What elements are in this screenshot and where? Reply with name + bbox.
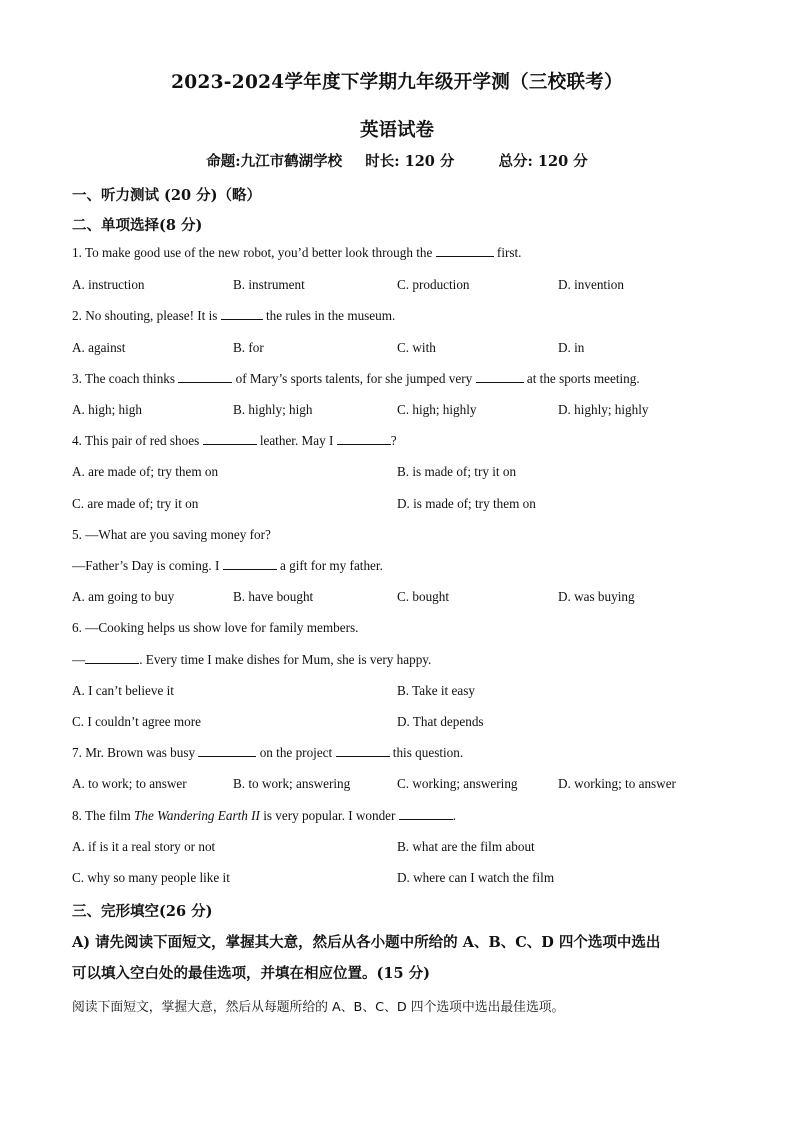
q1-option-a: A. instruction bbox=[72, 277, 145, 292]
question-8: 8. The film The Wandering Earth II is very popular. I wonder . bbox=[72, 808, 457, 823]
q4-option-c: C. are made of; try it on bbox=[72, 496, 199, 511]
q7-option-b: B. to work; answering bbox=[233, 776, 351, 791]
author-info: 命题:九江市鹤湖学校 bbox=[206, 153, 343, 170]
cloze-instruction-plain: 阅读下面短文，掌握大意，然后从每题所给的 A、B、C、D 四个选项中选出最佳选项。 bbox=[72, 1000, 565, 1015]
q6-option-c: C. I couldn’t agree more bbox=[72, 714, 202, 729]
q2-option-d: D. in bbox=[558, 340, 585, 355]
q2-option-a: A. against bbox=[72, 340, 126, 355]
answer-blank bbox=[436, 245, 494, 257]
total-score-info: 总分: 120 分 bbox=[498, 153, 588, 170]
q3-option-b: B. highly; high bbox=[233, 402, 313, 417]
q8-option-a: A. if is it a real story or not bbox=[72, 839, 216, 854]
q7-option-d: D. working; to answer bbox=[558, 776, 676, 791]
q3-option-a: A. high; high bbox=[72, 402, 142, 417]
section-cloze: 三、完形填空(26 分) bbox=[72, 903, 213, 920]
q5-option-c: C. bought bbox=[397, 589, 450, 604]
question-6-prompt: 6. —Cooking helps us show love for family members. bbox=[72, 620, 359, 635]
q8-option-c: C. why so many people like it bbox=[72, 870, 230, 885]
q5-option-d: D. was buying bbox=[558, 589, 635, 604]
exam-subtitle: 英语试卷 bbox=[359, 120, 434, 141]
q1-option-b: B. instrument bbox=[233, 277, 305, 292]
cloze-instruction-bold-line-1: A) 请先阅读下面短文，掌握其大意，然后从各小题中所给的 A、B、C、D 四个选项中选出 bbox=[72, 934, 661, 951]
q5-option-b: B. have bought bbox=[233, 589, 314, 604]
q3-option-d: D. highly; highly bbox=[558, 402, 649, 417]
question-5-prompt: 5. —What are you saving money for? bbox=[72, 527, 271, 542]
answer-blank bbox=[399, 808, 453, 820]
film-title: The Wandering Earth II bbox=[134, 808, 260, 823]
exam-title: 2023-2024学年度下学期九年级开学测（三校联考） bbox=[171, 72, 623, 93]
answer-blank bbox=[336, 745, 390, 757]
answer-blank bbox=[203, 433, 257, 445]
q8-option-b: B. what are the film about bbox=[397, 839, 535, 854]
answer-blank bbox=[85, 652, 139, 664]
section-listening: 一、听力测试 (20 分)（略） bbox=[72, 187, 261, 204]
question-4: 4. This pair of red shoes leather. May I ? bbox=[72, 433, 397, 448]
question-1: 1. To make good use of the new robot, you’d better look through the first. bbox=[72, 245, 522, 260]
answer-blank bbox=[223, 558, 277, 570]
q4-option-d: D. is made of; try them on bbox=[397, 496, 536, 511]
q5-option-a: A. am going to buy bbox=[72, 589, 175, 604]
q1-option-c: C. production bbox=[397, 277, 470, 292]
q6-option-b: B. Take it easy bbox=[397, 683, 475, 698]
question-3: 3. The coach thinks of Mary’s sports talents, for she jumped very at the sports meeting. bbox=[72, 371, 640, 386]
question-6-reply: — . Every time I make dishes for Mum, she is very happy. bbox=[72, 652, 432, 667]
section-single-choice: 二、单项选择(8 分) bbox=[72, 217, 203, 234]
q6-option-d: D. That depends bbox=[397, 714, 484, 729]
answer-blank bbox=[221, 308, 263, 320]
q1-option-d: D. invention bbox=[558, 277, 624, 292]
cloze-instruction-bold-line-2: 可以填入空白处的最佳选项，并填在相应位置。(15 分) bbox=[72, 965, 430, 982]
q8-option-d: D. where can I watch the film bbox=[397, 870, 555, 885]
answer-blank bbox=[476, 371, 524, 383]
question-7: 7. Mr. Brown was busy on the project this question. bbox=[72, 745, 464, 760]
q6-option-a: A. I can’t believe it bbox=[72, 683, 174, 698]
q3-option-c: C. high; highly bbox=[397, 402, 477, 417]
exam-meta bbox=[0, 150, 794, 171]
q4-option-b: B. is made of; try it on bbox=[397, 464, 517, 479]
answer-blank bbox=[337, 433, 391, 445]
answer-blank bbox=[198, 745, 256, 757]
q7-option-a: A. to work; to answer bbox=[72, 776, 187, 791]
question-5-reply: —Father’s Day is coming. I a gift for my father. bbox=[72, 558, 383, 573]
duration-info: 时长: 120 分 bbox=[365, 153, 455, 170]
q2-option-c: C. with bbox=[397, 340, 436, 355]
q4-option-a: A. are made of; try them on bbox=[72, 464, 219, 479]
q2-option-b: B. for bbox=[233, 340, 264, 355]
answer-blank bbox=[178, 371, 232, 383]
q7-option-c: C. working; answering bbox=[397, 776, 518, 791]
question-2: 2. No shouting, please! It is the rules in the museum. bbox=[72, 308, 396, 323]
